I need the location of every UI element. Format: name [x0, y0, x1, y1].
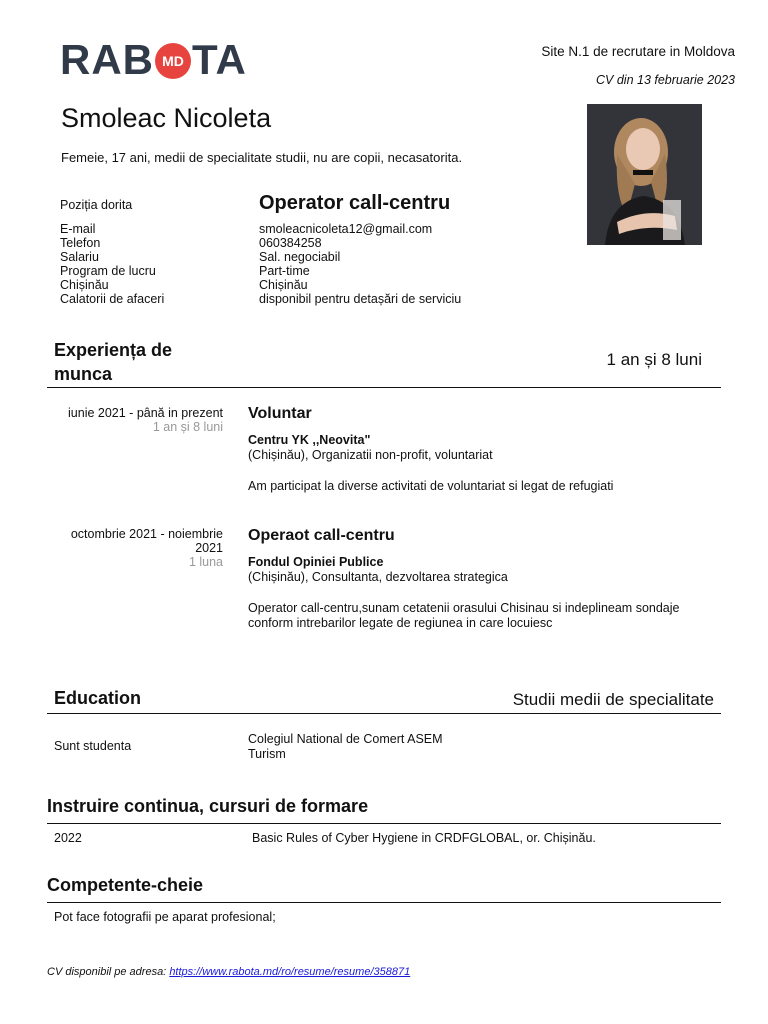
- education-school: Colegiul National de Comert ASEM: [248, 732, 443, 746]
- info-row-salary: [60, 250, 580, 264]
- job-company: Fondul Opiniei Publice: [248, 555, 384, 569]
- cv-date: CV din 13 februarie 2023: [596, 73, 735, 87]
- section-divider: [47, 823, 721, 824]
- education-section-title: Education: [54, 688, 142, 708]
- section-divider: [47, 387, 721, 388]
- job-title: Operaot call-centru: [248, 527, 395, 544]
- courses-section-title: Instruire continua, cursuri de formare: [47, 796, 369, 816]
- job-dates: [48, 406, 223, 434]
- job-details: (Chișinău), Consultanta, dezvoltarea strategica: [248, 570, 508, 584]
- section-divider: [47, 902, 721, 903]
- education-level: Studii medii de specialitate: [512, 690, 714, 709]
- job-entry: [248, 528, 718, 631]
- rabota-logo[interactable]: [60, 36, 247, 83]
- education-details: [248, 732, 443, 762]
- info-row-phone: [60, 236, 580, 250]
- logo-text-right: TA: [192, 36, 247, 83]
- job-description: Operator call-centru,sunam cetatenii orasului Chisinau si indeplineam sondaje conform intrebarilor legate de regiunea in care locuiesc: [248, 601, 680, 630]
- info-row-city: [60, 278, 580, 292]
- job-duration: 1 an și 8 luni: [152, 420, 223, 434]
- travel-value: disponibil pentru detașări de serviciu: [259, 292, 462, 306]
- job-dates: [58, 527, 223, 569]
- resume-link[interactable]: https://www.rabota.md/ro/resume/resume/358871: [169, 966, 411, 978]
- info-label: Program de lucru: [60, 264, 156, 278]
- course-year: 2022: [54, 831, 82, 845]
- schedule-value: Part-time: [259, 264, 310, 278]
- course-name: Basic Rules of Cyber Hygiene in CRDFGLOBAL, or. Chișinău.: [252, 831, 596, 845]
- personal-details: Femeie, 17 ani, medii de specialitate studii, nu are copii, necasatorita.: [61, 150, 463, 165]
- desired-position-label: Poziția dorita: [60, 198, 133, 212]
- job-date-range: octombrie 2021 - noiembrie 2021: [70, 527, 223, 555]
- site-tagline: Site N.1 de recrutare in Moldova: [541, 44, 735, 59]
- education-field: Turism: [248, 747, 286, 761]
- desired-position-row: [60, 190, 580, 216]
- info-label: Telefon: [60, 236, 101, 250]
- candidate-photo: [587, 104, 702, 245]
- footer: [47, 966, 410, 978]
- job-entry: [248, 406, 718, 494]
- job-description: Am participat la diverse activitati de voluntariat si legat de refugiati: [248, 479, 614, 493]
- info-label: Calatorii de afaceri: [60, 292, 165, 306]
- portrait-image: [587, 104, 702, 245]
- salary-value: Sal. negociabil: [259, 250, 341, 264]
- info-label: Salariu: [60, 250, 99, 264]
- education-status: Sunt studenta: [54, 739, 132, 753]
- logo-md-circle: MD: [155, 43, 191, 79]
- job-date-range: iunie 2021 - până in prezent: [68, 406, 223, 420]
- info-row-travel: [60, 292, 580, 306]
- email-value[interactable]: smoleacnicoleta12@gmail.com: [259, 222, 433, 236]
- footer-prefix: CV disponibil pe adresa:: [47, 966, 167, 978]
- candidate-name: Smoleac Nicoleta: [61, 103, 272, 133]
- job-title: Voluntar: [248, 405, 312, 422]
- experience-total-duration: 1 an și 8 luni: [606, 350, 702, 369]
- skills-section-title: Competente-cheie: [47, 875, 204, 895]
- job-duration: 1 luna: [188, 555, 223, 569]
- phone-value[interactable]: 060384258: [259, 236, 322, 250]
- section-divider: [47, 713, 721, 714]
- info-row-email: [60, 222, 580, 236]
- city-value: Chișinău: [259, 278, 308, 292]
- info-row-schedule: [60, 264, 580, 278]
- info-label: E-mail: [60, 222, 96, 236]
- logo-text-left: RAB: [60, 36, 154, 83]
- desired-position-value: Operator call-centru: [259, 192, 451, 214]
- job-details: (Chișinău), Organizatii non-profit, voluntariat: [248, 448, 493, 462]
- experience-section-title: Experiența de munca: [54, 340, 173, 384]
- skills-text: Pot face fotografii pe aparat profesional;: [54, 910, 276, 924]
- info-grid: [60, 190, 580, 306]
- info-label: Chișinău: [60, 278, 109, 292]
- job-company: Centru YK ,,Neovita": [248, 433, 371, 447]
